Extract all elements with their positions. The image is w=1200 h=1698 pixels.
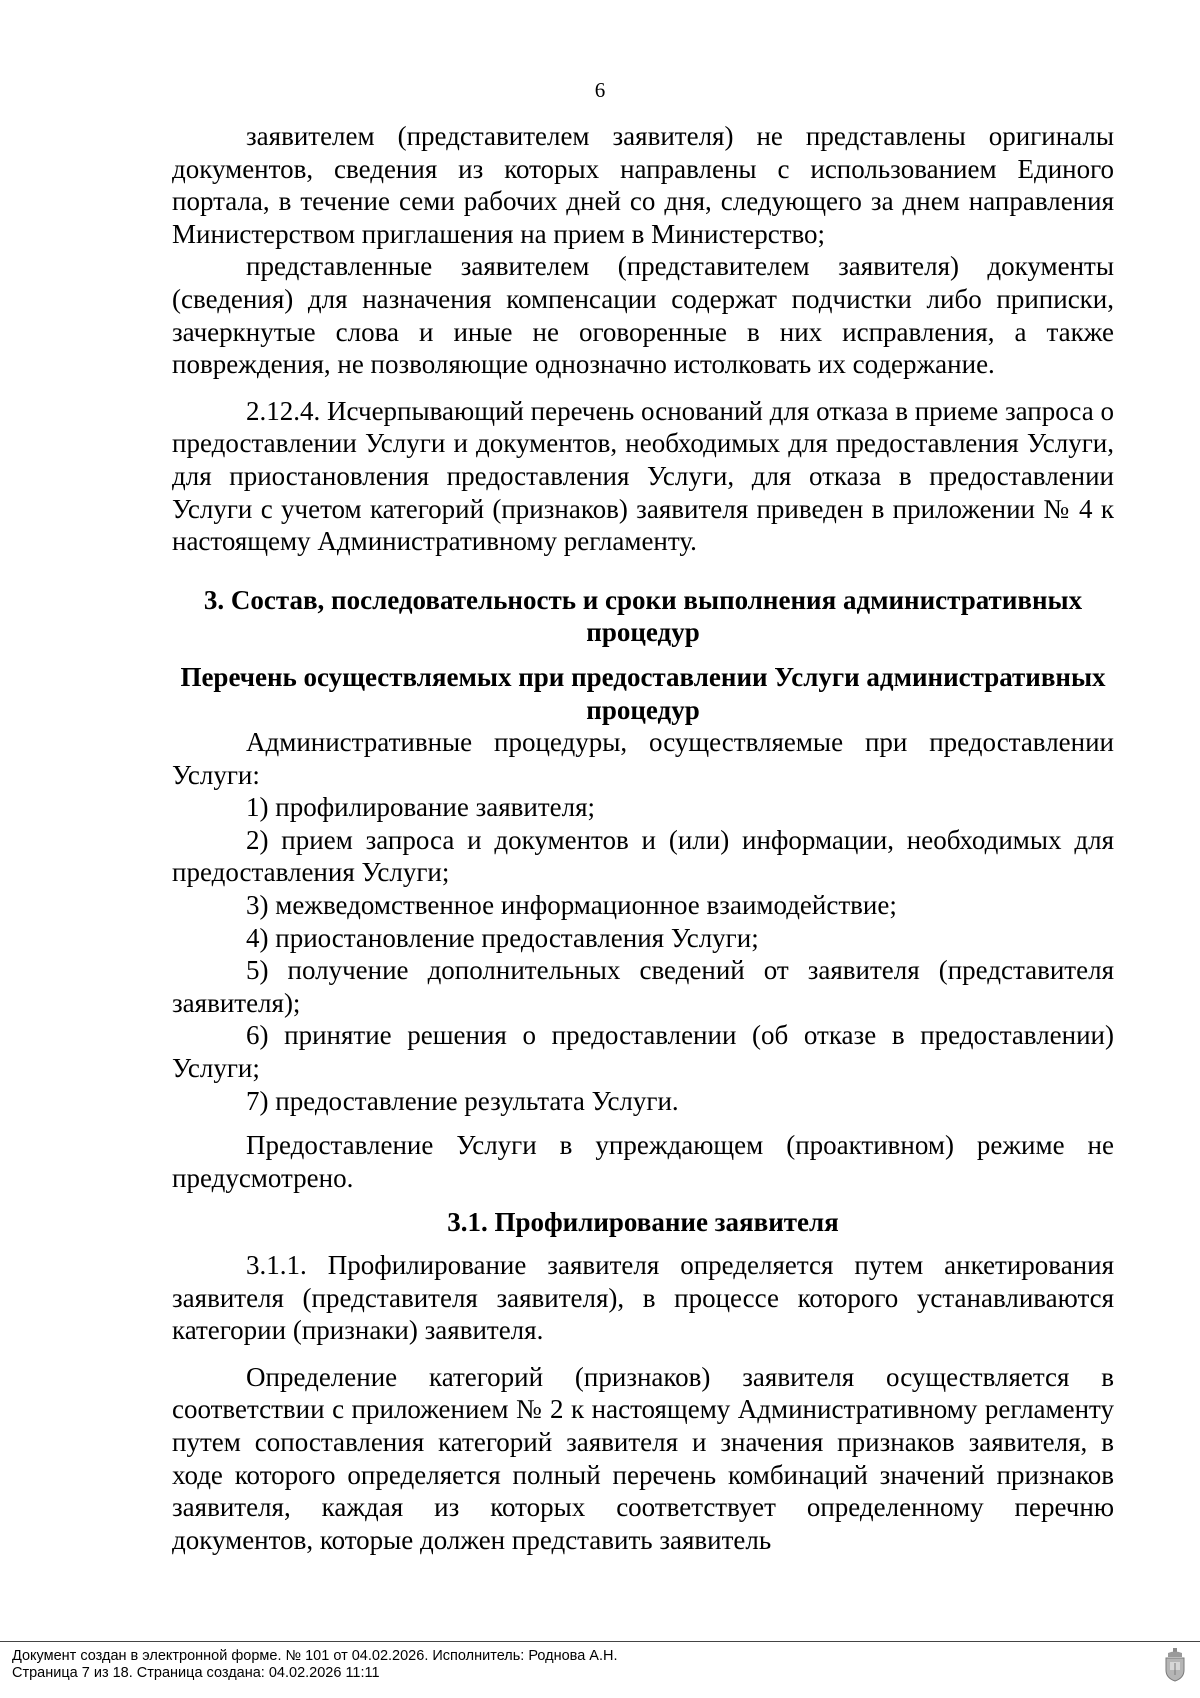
procedure-item-3: 3) межведомственное информационное взаимодействие; xyxy=(246,890,897,921)
document-body xyxy=(172,120,1114,1556)
procedure-item-1: 1) профилирование заявителя; xyxy=(246,792,596,823)
footer-document-info: Документ создан в электронной форме. № 101 от 04.02.2026. Исполнитель: Роднова А.Н. xyxy=(12,1648,618,1664)
footer-divider xyxy=(0,1641,1200,1642)
procedure-item-4: 4) приостановление предоставления Услуги; xyxy=(246,922,759,953)
procedures-intro: Административные процедуры, осуществляемые при предоставлении Услуги: xyxy=(172,727,1114,790)
coat-of-arms-icon xyxy=(1164,1648,1186,1682)
procedures-list-heading: Перечень осуществляемых при предоставлении Услуги административных процедур xyxy=(180,661,1106,725)
page-number: 6 xyxy=(594,78,606,102)
paragraph-originals-not-provided: заявителем (представителем заявителя) не представлены оригиналы документов, сведения из которых направлены с использованием Единого портала, в течение семи рабочих дней со дня, следующего за днем направления Министерством приглашения на прием в Министерство; xyxy=(172,121,1114,249)
proactive-mode-paragraph: Предоставление Услуги в упреждающем (проактивном) режиме не предусмотрено. xyxy=(172,1130,1114,1193)
paragraph-3-1-1: 3.1.1. Профилирование заявителя определяется путем анкетирования заявителя (представителя заявителя), в процессе которого устанавливаются категории (признаки) заявителя. xyxy=(172,1250,1114,1346)
paragraph-2-12-4: 2.12.4. Исчерпывающий перечень оснований для отказа в приеме запроса о предоставлении Услуги и документов, необходимых для предоставления Услуги, для приостановления предоставления Услуги, для отказа в предоставлении Услуги с учетом категорий (признаков) заявителя приведен в приложении № 4 к настоящему Административному регламенту. xyxy=(172,395,1114,557)
paragraph-categories-definition: Определение категорий (признаков) заявителя осуществляется в соответствии с приложением № 2 к настоящему Административному регламенту путем сопоставления категорий заявителя и значения признаков заявителя, в ходе которого определяется полный перечень комбинаций значений признаков заявителя, каждая из которых соответствует определенному перечню документов, которые должен представить заявитель xyxy=(172,1361,1114,1555)
procedure-item-7: 7) предоставление результата Услуги. xyxy=(246,1085,679,1116)
procedure-item-2: 2) прием запроса и документов и (или) информации, необходимых для предоставления Услуги; xyxy=(172,824,1114,888)
procedure-item-6: 6) принятие решения о предоставлении (об отказе в предоставлении) Услуги; xyxy=(172,1020,1114,1084)
procedure-item-5: 5) получение дополнительных сведений от заявителя (представителя заявителя); xyxy=(172,955,1114,1018)
footer-page-info: Страница 7 из 18. Страница создана: 04.02.2026 11:11 xyxy=(12,1665,380,1681)
section-3-heading: 3. Состав, последовательность и сроки выполнения административных процедур xyxy=(203,584,1083,648)
footer xyxy=(12,1648,618,1682)
section-3-1-heading: 3.1. Профилирование заявителя xyxy=(447,1207,839,1238)
paragraph-documents-corrections: представленные заявителем (представителем заявителя) документы (сведения) для назначения компенсации содержат подчистки либо приписки, зачеркнутые слова и иные не оговоренные в них исправления, а также повреждения, не позволяющие однозначно истолковать их содержание. xyxy=(172,251,1114,380)
